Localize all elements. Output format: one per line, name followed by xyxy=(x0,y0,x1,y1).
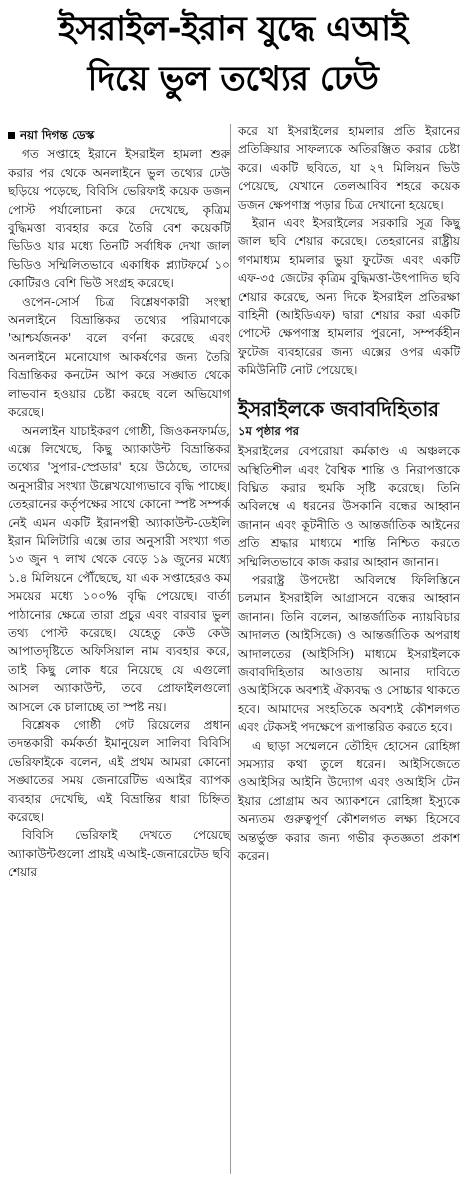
paragraph: ইরান এবং ইসরাইলের সরকারি সূত্র কিছু জাল ছবি শেয়ার করেছে। তেহরানের রাষ্ট্রীয় গণমাধ্যম হামলার ভুয়া ফুটেজ এবং একটি এফ-৩৫ জেটের কৃত্রিম বুদ্ধিমত্তা-উৎপাদিত ছবি শেয়ার করেছে, অন্য দিকে ইসরাইল প্রতিরক্ষা বাহিনী (আইডিএফ) দ্বারা শেয়ার করা একটি পোস্টে ক্ষেপণাস্ত্র হামলার পুরনো, সম্পর্কহীন ফুটেজ ব্যবহারের জন্য এক্সের ওপর একটি কমিউনিটি নোট পেয়েছে। xyxy=(238,216,460,378)
paragraph: পররাষ্ট্র উপদেষ্টা অবিলম্বে ফিলিস্তিনে চলমান ইসরাইলি আগ্রাসনে বন্ধের আহ্বান জানান। তিনি বলেন, আন্তর্জাতিক ন্যায়বিচার আদালত (আইসিজে) ও আন্তর্জাতিক অপরাধ আদালতের (আইসিসি) মাধ্যমে ইসরাইলকে জবাবদিহিতার আওতায় আনার দাবিতে ওআইসিকে অবশ্যই ঐক্যবদ্ধ ও সোচ্চার থাকতে হবে। আমাদের সংহতিকে অবশ্যই কৌশলগত এবং টেকসই পদক্ষেপে রূপান্তরিত করতে হবে। xyxy=(238,572,460,735)
square-bullet-icon xyxy=(8,132,15,139)
paragraph: ওপেন-সোর্স চিত্র বিশ্লেষণকারী সংস্থা অনলাইনে বিভ্রান্তিকর তথ্যের পরিমাণকে 'আশ্চর্যজনক' বলে বর্ণনা করেছে এবং অনলাইনে মনোযোগ আকর্ষণের জন্য তৈরি বিভ্রান্তিকর কনটেন আপ করে সঙ্ঘাত থেকে লাভবান হওয়ার চেষ্টা করছে বলে অভিযোগ করেছে। xyxy=(8,294,230,420)
dateline xyxy=(8,126,230,144)
headline xyxy=(0,4,466,104)
left-column xyxy=(8,126,230,882)
dateline-text: নয়া দিগন্ত ডেস্ক xyxy=(20,128,95,142)
right-column xyxy=(238,122,460,865)
headline-line-1: ইসরাইল-ইরান যুদ্ধে এআই xyxy=(58,9,408,49)
subheadline: ইসরাইলকে জবাবদিহিতার xyxy=(238,396,439,421)
paragraph: করে যা ইসরাইলের হামলার প্রতি ইরানের প্রতিক্রিয়ার সাফল্যকে অতিরঞ্জিত করার চেষ্টা করে। একটি ছবিতে, যা ২৭ মিলিয়ন ভিউ পেয়েছে, যেখানে তেলআবিব শহরে কয়েক ডজন ক্ষেপণাস্ত্র পড়ার চিত্র দেখানো হয়েছে। xyxy=(238,124,460,212)
continued-from-label: ১ম পৃষ্ঠার পর xyxy=(238,423,299,438)
paragraph: বিবিসি ভেরিফাই দেখতে পেয়েছে অ্যাকাউন্টগুলো প্রায়ই এআই-জেনারেটেড ছবি শেয়ার xyxy=(8,828,230,880)
headline-line-2: দিয়ে ভুল তথ্যের ঢেউ xyxy=(87,59,379,99)
paragraph: গত সপ্তাহে ইরানে ইসরাইল হামলা শুরু করার পর থেকে অনলাইনে ভুল তথ্যের ঢেউ ছড়িয়ে পড়েছে, বিবিসি ভেরিফাই কয়েক ডজন পোস্ট পর্যালোচনা করে দেখেছে, কৃত্রিম বুদ্ধিমত্তা ব্যবহার করে তৈরি বেশ কয়েকটি ভিডিও যার মধ্যে তিনটি সর্বাধিক দেখা জাল ভিডিও সম্মিলিতভাবে একাধিক প্ল্যাটফর্মে ১০ কোটিরও বেশি ভিউ সংগ্রহ করেছে। xyxy=(8,147,230,291)
paragraph: ইসরাইলের বেপরোয়া কর্মকাণ্ড এ অঞ্চলকে অস্থিতিশীল এবং বৈশ্বিক শান্তি ও নিরাপত্তাকে বিঘ্নিত করার হুমকি সৃষ্টি করেছে। তিনি অবিলম্বে এ ধরনের উসকানি বন্ধের আহ্বান জানান এবং কূটনীতি ও আন্তর্জাতিক আইনের প্রতি শ্রদ্ধার মাধ্যমে শান্তি নিশ্চিত করতে সম্মিলিতভাবে কাজ করার আহ্বান জানান। xyxy=(238,444,460,569)
column-divider xyxy=(230,124,231,1174)
paragraph: বিশ্লেষক গোষ্ঠী গেট রিয়েলের প্রধান তদন্তকারী কর্মকর্তা ইমানুয়েল সালিবা বিবিসি ভেরিফাইকে বলেন, এই প্রথম আমরা কোনো সঙ্ঘাতের সময় জেনারেটিভ এআইর ব্যাপক ব্যবহার দেখেছি, এই বিভ্রান্তির ধারা চিহ্নিত করেছে। xyxy=(8,718,230,825)
paragraph: এ ছাড়া সম্মেলনে তৌহিদ হোসেন রোহিঙ্গা সমস্যার কথা তুলে ধরেন। আইসিজেতে ওআইসির আইনি উদ্যোগ এবং ওআইসি টেন ইয়ার প্রোগ্রাম অব অ্যাকশনে রোহিঙ্গা ইস্যুকে অন্যতম গুরুত্বপূর্ণ কৌশলগত লক্ষ্য হিসেবে অন্তর্ভুক্ত করার জন্য গভীর কৃতজ্ঞতা প্রকাশ করেন। xyxy=(238,738,460,864)
paragraph: অনলাইন যাচাইকরণ গোষ্ঠী, জিওকনফার্মড, এক্সে লিখেছে, কিছু অ্যাকাউন্ট বিভ্রান্তিকর তথ্যের 'সুপার-স্প্রেডার' হয়ে উঠেছে, তাদের অনুসারীর সংখ্যা উল্লেখযোগ্যভাবে বৃদ্ধি পাচ্ছে। তেহরানের কর্তৃপক্ষের সাথে কোনো স্পষ্ট সম্পর্ক নেই এমন একটি ইরানপন্থী অ্যাকাউন্ট-ডেইলি ইরান মিলিটারি এক্সে তার অনুসারী সংখ্যা গত ১৩ জুন ৭ লাখ থেকে বেড়ে ১৯ জুনের মধ্যে ১.৪ মিলিয়নে পৌঁছেছে, যা এক সপ্তাহেরও কম সময়ের মধ্যে ১০০% বৃদ্ধি পেয়েছে। বার্তা পাঠানোর ক্ষেত্রে তারা প্রচুর এবং বারবার ভুল তথ্য পোস্ট করেছে। যেহেতু কেউ কেউ আপাতদৃষ্টিতে অফিসিয়াল নাম ব্যবহার করে, তাই কিছু লোক ধরে নিয়েছে যে এগুলো আসল অ্যাকাউন্ট, তবে প্রোফাইলগুলো আসলে কে চালাচ্ছে তা স্পষ্ট নয়। xyxy=(8,423,230,714)
